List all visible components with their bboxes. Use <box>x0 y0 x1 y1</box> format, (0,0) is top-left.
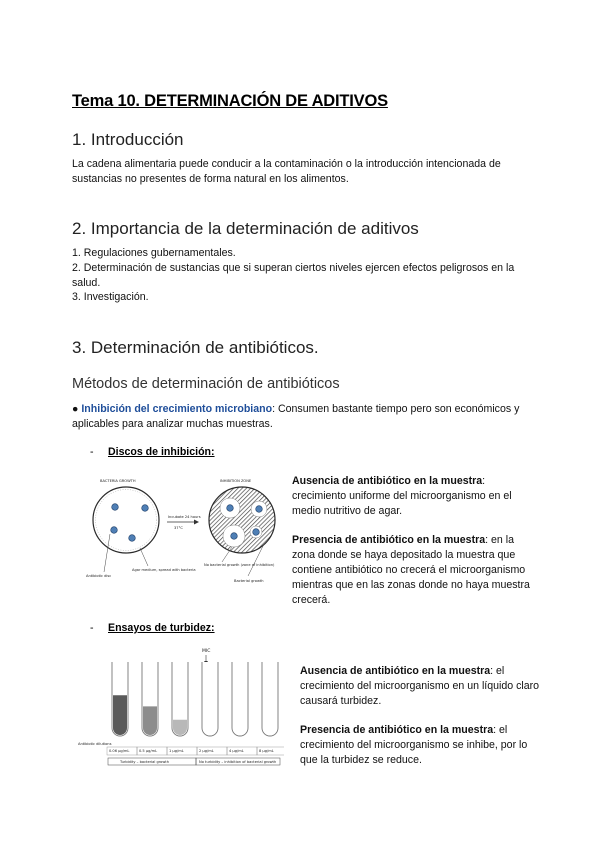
fig-left-title: BACTERIA GROWTH <box>100 479 136 483</box>
fig-arrow-label: Incubate 24 hours <box>168 515 201 519</box>
dilution-label: 4 μg/mL <box>229 749 244 753</box>
tube-liquid <box>143 706 157 735</box>
dash-marker: - <box>90 622 94 634</box>
discos-figure <box>82 474 288 592</box>
dash-marker: - <box>90 446 94 458</box>
heading-importancia: 2. Importancia de la determinación de aditivos <box>72 219 419 238</box>
method-text: : Consumen bastante tiempo pero son económicos y aplicables para analizar muchas muestras. <box>72 403 520 430</box>
heading-introduccion: 1. Introducción <box>72 130 184 149</box>
turbidez-ausencia-text: : el crecimiento del microorganismo en un líquido claro causará turbidez. <box>300 665 540 707</box>
turbidez-figure <box>78 644 284 772</box>
turbidez-ausencia <box>300 664 540 709</box>
turbidez-presencia-label: Presencia de antibiótico en la muestra <box>300 724 494 736</box>
tube-rack <box>112 662 278 736</box>
importancia-item-3: 3. Investigación. <box>72 291 149 303</box>
turbid-label: Turbidity – bacterial growth <box>120 760 169 764</box>
dilution-label: 0.5 μg/mL <box>139 749 158 753</box>
fig-label-growth: Bacterial growth <box>234 579 264 583</box>
intro-paragraph: La cadena alimentaria puede conducir a la contaminación o la introducción intencionada de sustancias no presentes de forma natural en los alimentos. <box>72 158 501 185</box>
discos-presencia-text: : en la zona donde se haya depositado la muestra que contiene antibiótico no crecerá el microorganismo mientras que en las zonas donde no haya muestra crecerá. <box>292 534 530 606</box>
fig-label-disc: Antibiotic disc <box>86 574 112 578</box>
tube-liquid <box>113 695 127 735</box>
discos-presencia <box>292 533 532 608</box>
discos-ausencia-label: Ausencia de antibiótico en la muestra <box>292 475 483 487</box>
test-tube <box>262 662 278 736</box>
method-paragraph <box>72 402 542 432</box>
turbidez-label: Ensayos de turbidez: <box>108 622 215 634</box>
petri-dish-left <box>93 487 159 553</box>
test-tube <box>202 662 218 736</box>
test-tube <box>232 662 248 736</box>
turbidez-ausencia-label: Ausencia de antibiótico en la muestra <box>300 665 491 677</box>
discos-ausencia <box>292 474 532 519</box>
disc-icon <box>112 504 119 511</box>
bullet-icon: ● <box>72 403 79 415</box>
disc-icon <box>111 527 118 534</box>
dilution-label: 0.06 μg/mL <box>109 749 130 753</box>
disc-icon <box>253 529 260 536</box>
document-title: Tema 10. DETERMINACIÓN DE ADITIVOS <box>72 92 388 110</box>
clear-label: No turbidity – inhibition of bacterial growth <box>199 760 277 764</box>
disc-icon <box>129 535 136 542</box>
disc-icon <box>231 533 238 540</box>
dilution-labels <box>107 747 284 755</box>
turbidez-presencia <box>300 723 540 768</box>
fig-arrow-sub: 37°C <box>174 526 183 530</box>
method-name: Inhibición del crecimiento microbiano <box>81 403 273 415</box>
discos-ausencia-text: : crecimiento uniforme del microorganismo en el medio nutritivo de agar. <box>292 475 512 517</box>
axis-label: Antibiotic dilutions <box>78 742 112 746</box>
dilution-label: 2 μg/mL <box>199 749 214 753</box>
fig-label-agar: Agar medium, spread with bacteria <box>132 568 196 572</box>
fig-label-zone: No bacterial growth (zone of inhibition) <box>204 563 275 567</box>
subheading-metodos: Métodos de determinación de antibióticos <box>72 376 340 392</box>
disc-icon <box>256 506 263 513</box>
turbidez-presencia-text: : el crecimiento del microorganismo se inhibe, por lo que la turbidez se reduce. <box>300 724 528 766</box>
importancia-item-1: 1. Regulaciones gubernamentales. <box>72 247 236 259</box>
pointer-line <box>140 548 148 566</box>
fig-right-title: INHIBITION ZONE <box>220 479 252 483</box>
discos-label: Discos de inhibición: <box>108 446 215 458</box>
discos-presencia-label: Presencia de antibiótico en la muestra <box>292 534 486 546</box>
tube-liquid <box>173 720 187 735</box>
discos-subheading <box>90 446 215 458</box>
arrow-right-icon <box>194 520 199 525</box>
disc-icon <box>227 505 234 512</box>
dilution-label: 1 μg/mL <box>169 749 184 753</box>
mic-label: MIC <box>202 649 211 654</box>
heading-antibioticos: 3. Determinación de antibióticos. <box>72 338 319 357</box>
turbidez-subheading <box>90 622 215 634</box>
importancia-item-2: 2. Determinación de sustancias que si superan ciertos niveles ejercen efectos peligrosos en la salud. <box>72 262 515 289</box>
disc-icon <box>142 505 149 512</box>
dilution-label: 8 μg/mL <box>259 749 274 753</box>
